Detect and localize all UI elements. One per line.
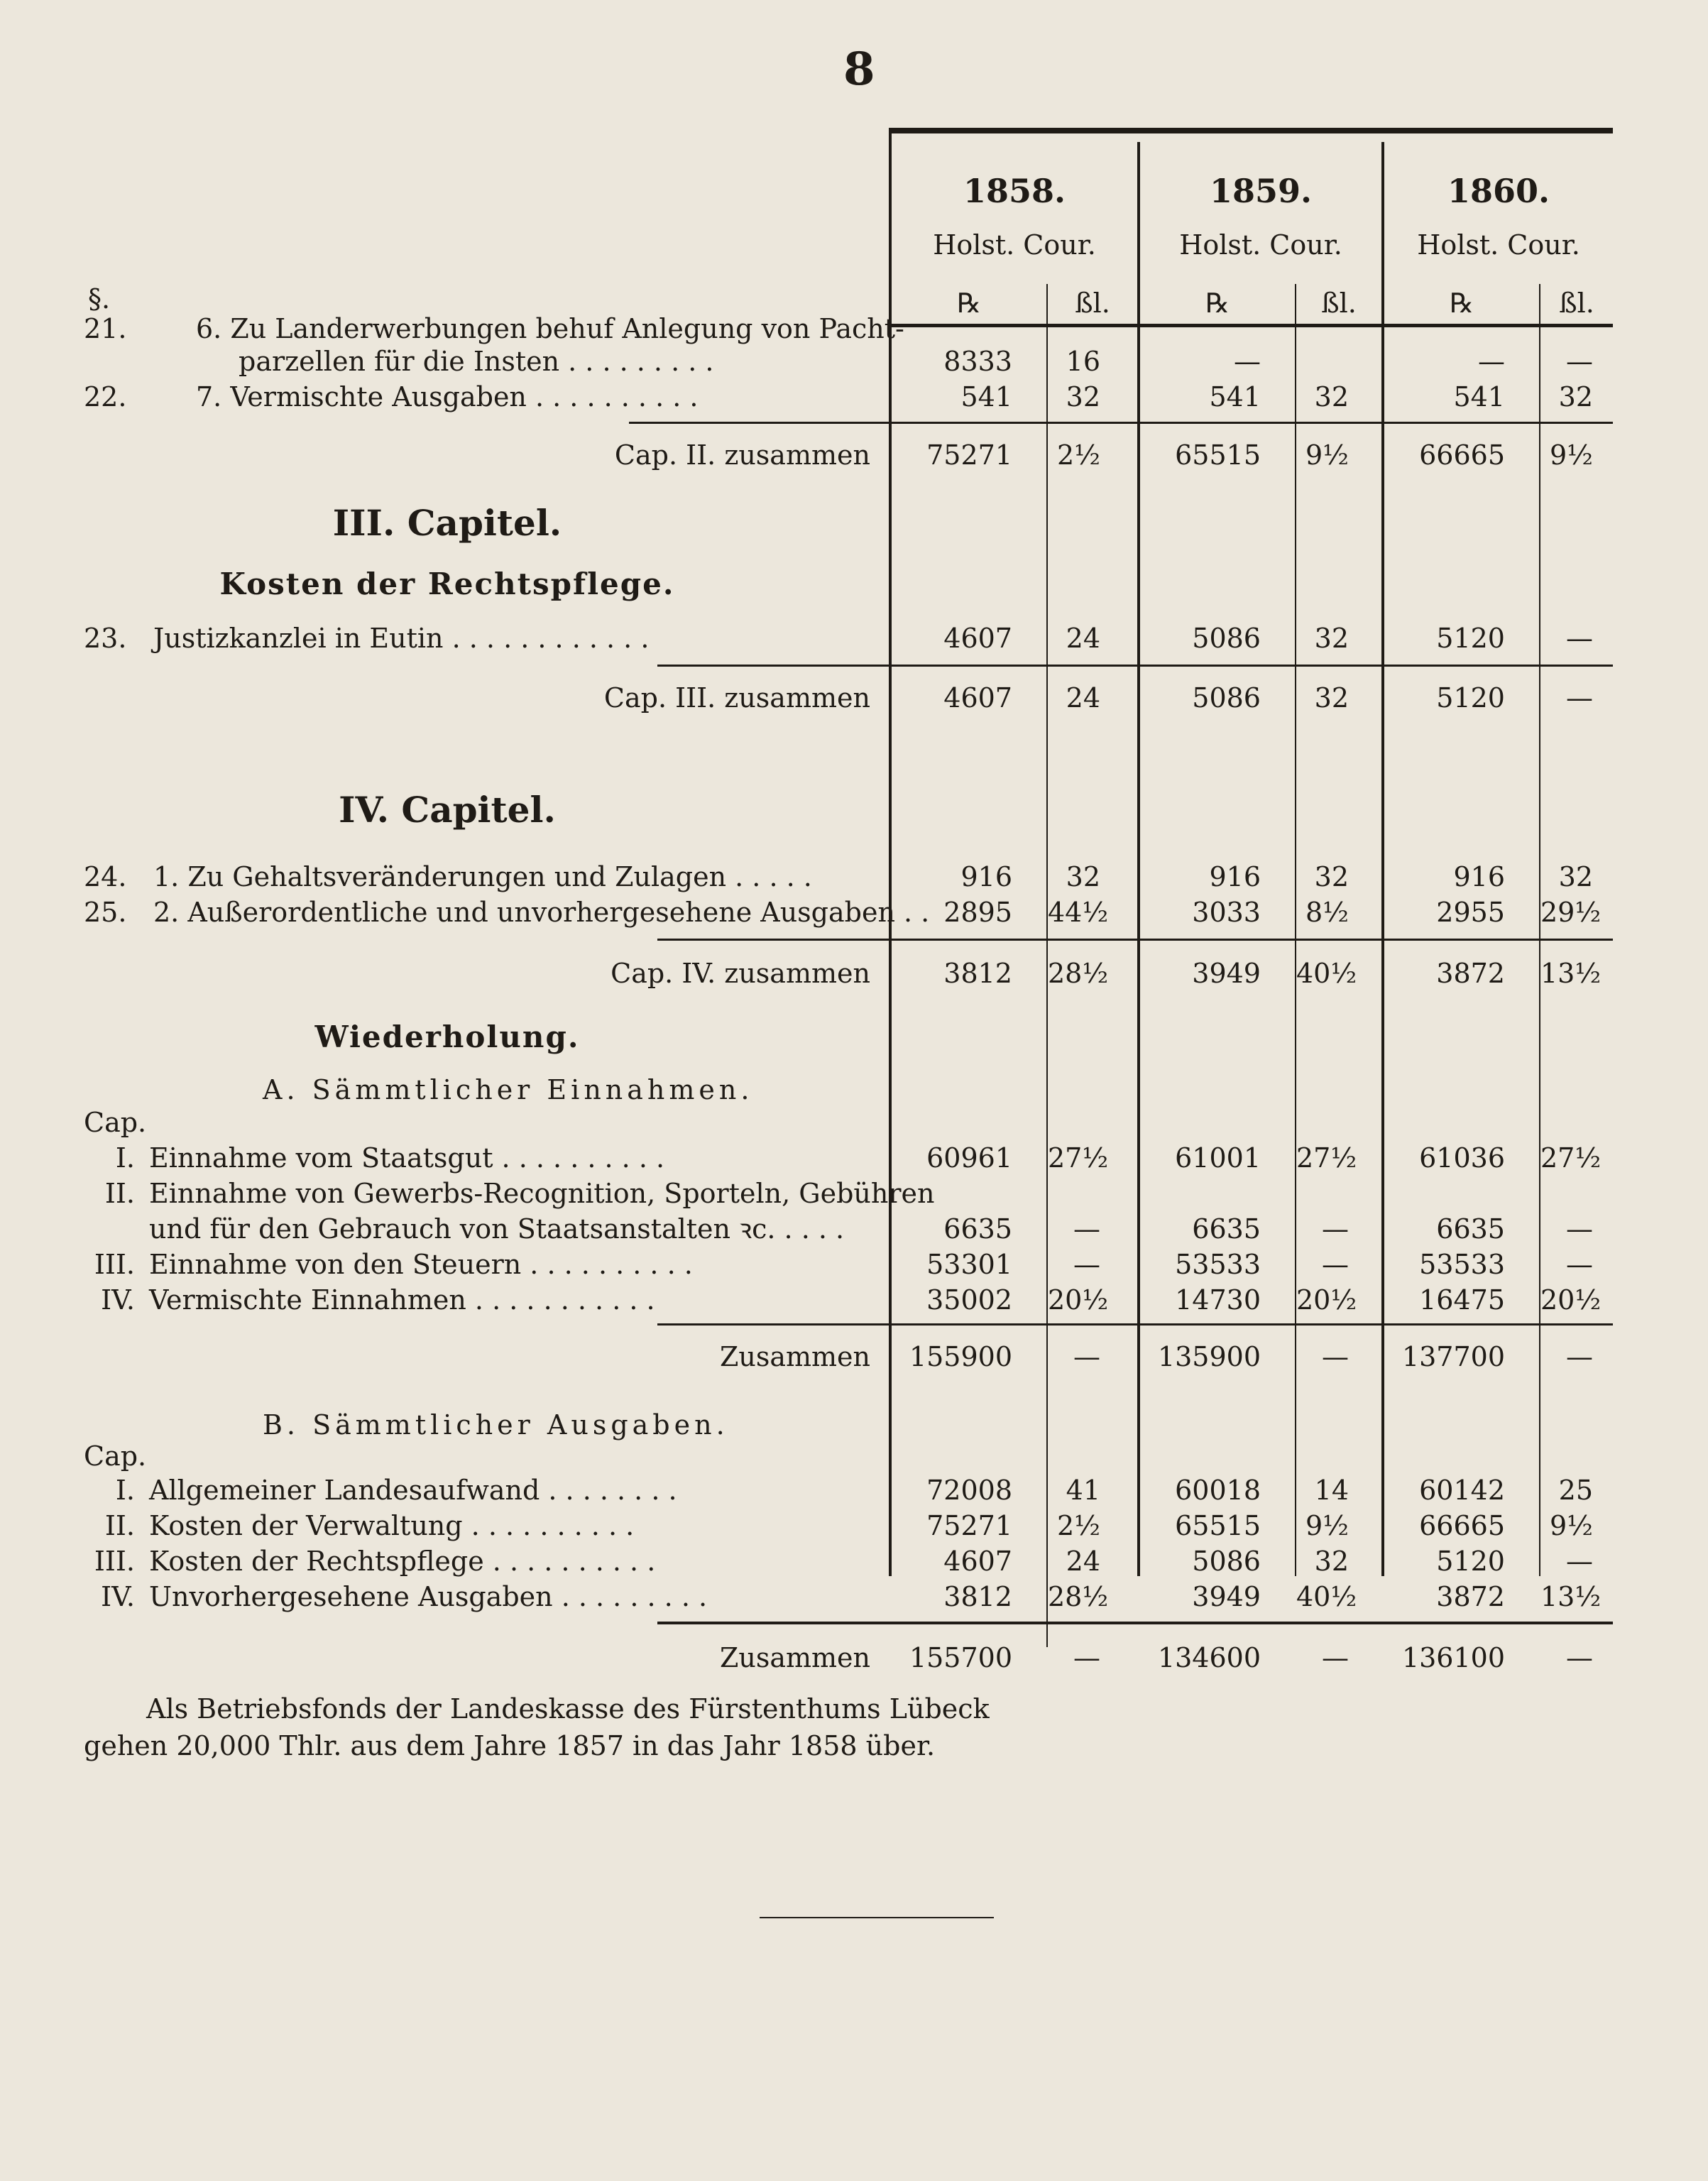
sum-rule	[657, 939, 1613, 941]
value-cell: 35002	[926, 1284, 1012, 1316]
row-number: II.	[104, 1510, 135, 1541]
value-cell: 32	[1558, 381, 1593, 412]
row-number: III.	[94, 1546, 135, 1577]
row-number: I.	[115, 1142, 135, 1174]
value-cell: 5120	[1436, 1546, 1505, 1577]
value-cell: 72008	[926, 1475, 1012, 1506]
value-cell: 32	[1314, 682, 1349, 714]
value-cell: 916	[960, 861, 1012, 892]
value-cell: 3949	[1192, 958, 1261, 989]
row-label: 1. Zu Gehaltsveränderungen und Zulagen . . . . .	[153, 861, 812, 892]
value-cell: 3872	[1436, 958, 1505, 989]
value-cell: —	[1566, 1341, 1593, 1372]
value-cell: 32	[1314, 861, 1349, 892]
total-label: Zusammen	[719, 1642, 870, 1673]
value-cell: 5086	[1192, 623, 1261, 654]
value-cell: 60961	[926, 1142, 1012, 1174]
column-divider	[1295, 284, 1296, 1576]
value-cell: 155700	[909, 1642, 1012, 1673]
subtotal-label: Cap. II. zusammen	[614, 439, 870, 471]
closing-rule	[760, 1917, 994, 1918]
value-cell: 4607	[943, 1546, 1012, 1577]
row-label: 7. Vermischte Ausgaben . . . . . . . . . .	[196, 381, 699, 412]
table-top-rule	[889, 128, 1613, 133]
value-cell: —	[1322, 1213, 1349, 1245]
value-cell: 41	[1066, 1475, 1100, 1506]
value-cell: 3872	[1436, 1581, 1505, 1612]
row-label: Justizkanzlei in Eutin . . . . . . . . . . . .	[153, 623, 650, 654]
row-number: III.	[94, 1249, 135, 1280]
value-cell: 16	[1066, 346, 1100, 377]
value-cell: 916	[1209, 861, 1261, 892]
value-cell: 3812	[943, 958, 1012, 989]
value-cell: —	[1322, 1249, 1349, 1280]
value-cell: 136100	[1401, 1642, 1505, 1673]
value-cell: 65515	[1175, 439, 1261, 471]
value-cell: 20½	[1048, 1284, 1109, 1316]
value-cell: 65515	[1175, 1510, 1261, 1541]
page-number: 8	[843, 43, 875, 96]
value-cell: 27½	[1296, 1142, 1357, 1174]
chapter-title: IV. Capitel.	[339, 789, 556, 831]
row-label: Kosten der Rechtspflege . . . . . . . . . .	[149, 1546, 656, 1577]
row-number: IV.	[101, 1284, 135, 1316]
row-number: II.	[104, 1178, 135, 1209]
value-cell: —	[1073, 1642, 1100, 1673]
value-cell: 60018	[1175, 1475, 1261, 1506]
row-label: Allgemeiner Landesaufwand . . . . . . . .	[149, 1475, 677, 1506]
section-b-title: B. Sämmtlicher Ausgaben.	[263, 1409, 729, 1441]
value-cell: 3812	[943, 1581, 1012, 1612]
value-cell: 9½	[1549, 439, 1593, 471]
row-number: 22.	[84, 381, 127, 412]
value-cell: 134600	[1157, 1642, 1261, 1673]
chapter-title: III. Capitel.	[332, 502, 562, 544]
value-cell: 32	[1066, 861, 1100, 892]
value-cell: 5120	[1436, 682, 1505, 714]
value-cell: —	[1566, 1213, 1593, 1245]
value-cell: —	[1566, 1249, 1593, 1280]
value-cell: 2½	[1056, 439, 1100, 471]
value-cell: 32	[1314, 381, 1349, 412]
value-cell: 541	[960, 381, 1012, 412]
value-cell: 137700	[1401, 1341, 1505, 1372]
value-cell: —	[1478, 346, 1505, 377]
value-cell: 5120	[1436, 623, 1505, 654]
value-cell: 60142	[1419, 1475, 1505, 1506]
value-cell: 8333	[943, 346, 1012, 377]
value-cell: —	[1566, 1642, 1593, 1673]
subtotal-label: Cap. III. zusammen	[603, 682, 870, 714]
value-cell: —	[1566, 682, 1593, 714]
value-cell: 27½	[1540, 1142, 1602, 1174]
unit-rt: ℞	[1449, 288, 1474, 319]
row-label: parzellen für die Insten . . . . . . . . .	[239, 346, 714, 377]
cap-label: Cap.	[84, 1441, 147, 1472]
value-cell: 75271	[926, 439, 1012, 471]
cap-label: Cap.	[84, 1107, 147, 1138]
unit-sl: ßl.	[1559, 288, 1594, 319]
value-cell: —	[1073, 1341, 1100, 1372]
value-cell: 24	[1066, 623, 1100, 654]
year-1859: 1859.	[1209, 172, 1313, 210]
unit-rt: ℞	[1205, 288, 1230, 319]
value-cell: 61036	[1419, 1142, 1505, 1174]
value-cell: 29½	[1540, 897, 1602, 928]
sum-rule	[657, 1323, 1613, 1325]
footnote-line: gehen 20,000 Thlr. aus dem Jahre 1857 in das Jahr 1858 über.	[84, 1730, 936, 1761]
row-number: 21.	[84, 313, 127, 344]
value-cell: 13½	[1540, 958, 1602, 989]
paragraph-sign: §.	[88, 283, 111, 315]
row-label: Vermischte Einnahmen . . . . . . . . . . .	[149, 1284, 655, 1316]
chapter-subtitle: Kosten der Rechtspflege.	[219, 567, 675, 601]
value-cell: 20½	[1296, 1284, 1357, 1316]
value-cell: 32	[1314, 1546, 1349, 1577]
row-number: IV.	[101, 1581, 135, 1612]
value-cell: 916	[1453, 861, 1505, 892]
value-cell: 32	[1066, 381, 1100, 412]
value-cell: 24	[1066, 682, 1100, 714]
year-1860: 1860.	[1447, 172, 1550, 210]
value-cell: 61001	[1175, 1142, 1261, 1174]
value-cell: 14	[1314, 1475, 1349, 1506]
value-cell: 3033	[1192, 897, 1261, 928]
sum-rule	[657, 665, 1613, 667]
value-cell: 53301	[926, 1249, 1012, 1280]
currency-label: Holst. Cour.	[1417, 229, 1580, 261]
value-cell: 2½	[1056, 1510, 1100, 1541]
unit-rt: ℞	[956, 288, 982, 319]
unit-sl: ßl.	[1075, 288, 1110, 319]
summary-title: Wiederholung.	[314, 1020, 580, 1054]
value-cell: 6635	[943, 1213, 1012, 1245]
value-cell: 66665	[1419, 439, 1505, 471]
value-cell: 53533	[1419, 1249, 1505, 1280]
row-label: Einnahme vom Staatsgut . . . . . . . . . .	[149, 1142, 665, 1174]
row-number: 24.	[84, 861, 127, 892]
row-number: 23.	[84, 623, 127, 654]
value-cell: —	[1322, 1341, 1349, 1372]
currency-label: Holst. Cour.	[1179, 229, 1342, 261]
value-cell: 5086	[1192, 682, 1261, 714]
currency-label: Holst. Cour.	[933, 229, 1096, 261]
value-cell: 155900	[909, 1341, 1012, 1372]
value-cell: —	[1566, 346, 1593, 377]
value-cell: 32	[1558, 861, 1593, 892]
value-cell: 32	[1314, 623, 1349, 654]
footnote-line: Als Betriebsfonds der Landeskasse des Fürstenthums Lübeck	[146, 1693, 990, 1724]
value-cell: 5086	[1192, 1546, 1261, 1577]
value-cell: 4607	[943, 682, 1012, 714]
value-cell: 44½	[1048, 897, 1109, 928]
value-cell: 40½	[1296, 1581, 1357, 1612]
header-bottom-rule	[889, 324, 1613, 327]
year-1858: 1858.	[963, 172, 1066, 210]
value-cell: 541	[1209, 381, 1261, 412]
value-cell: 28½	[1048, 958, 1109, 989]
value-cell: 6635	[1436, 1213, 1505, 1245]
subtotal-label: Cap. IV. zusammen	[611, 958, 870, 989]
value-cell: 6635	[1192, 1213, 1261, 1245]
value-cell: 2955	[1436, 897, 1505, 928]
row-label: 2. Außerordentliche und unvorhergesehene Ausgaben . .	[153, 897, 930, 928]
value-cell: 25	[1558, 1475, 1593, 1506]
value-cell: —	[1322, 1642, 1349, 1673]
value-cell: 40½	[1296, 958, 1357, 989]
value-cell: 27½	[1048, 1142, 1109, 1174]
row-label: und für den Gebrauch von Staatsanstalten ꝛc. . . . .	[149, 1213, 845, 1245]
row-label: Einnahme von Gewerbs-Recognition, Sporteln, Gebühren	[149, 1178, 935, 1209]
value-cell: —	[1073, 1213, 1100, 1245]
value-cell: 16475	[1419, 1284, 1505, 1316]
row-label: Kosten der Verwaltung . . . . . . . . . .	[149, 1510, 635, 1541]
row-number: 25.	[84, 897, 127, 928]
value-cell: 9½	[1305, 1510, 1349, 1541]
section-a-title: A. Sämmtlicher Einnahmen.	[263, 1074, 754, 1105]
sum-rule	[629, 422, 1613, 424]
value-cell: 9½	[1305, 439, 1349, 471]
value-cell: 8½	[1305, 897, 1349, 928]
row-label: Einnahme von den Steuern . . . . . . . . . .	[149, 1249, 693, 1280]
total-label: Zusammen	[719, 1341, 870, 1372]
row-number: I.	[115, 1475, 135, 1506]
value-cell: 24	[1066, 1546, 1100, 1577]
value-cell: 14730	[1175, 1284, 1261, 1316]
unit-sl: ßl.	[1321, 288, 1357, 319]
value-cell: 66665	[1419, 1510, 1505, 1541]
column-divider	[1539, 284, 1540, 1576]
value-cell: 28½	[1048, 1581, 1109, 1612]
row-label: 6. Zu Landerwerbungen behuf Anlegung von Pacht-	[196, 313, 904, 344]
value-cell: 4607	[943, 623, 1012, 654]
value-cell: 20½	[1540, 1284, 1602, 1316]
value-cell: —	[1234, 346, 1261, 377]
value-cell: 135900	[1157, 1341, 1261, 1372]
value-cell: 2895	[943, 897, 1012, 928]
row-label: Unvorhergesehene Ausgaben . . . . . . . . .	[149, 1581, 708, 1612]
value-cell: 53533	[1175, 1249, 1261, 1280]
sum-rule	[657, 1622, 1613, 1624]
value-cell: 3949	[1192, 1581, 1261, 1612]
value-cell: 9½	[1549, 1510, 1593, 1541]
value-cell: 75271	[926, 1510, 1012, 1541]
value-cell: 541	[1453, 381, 1505, 412]
value-cell: —	[1566, 1546, 1593, 1577]
value-cell: —	[1566, 623, 1593, 654]
value-cell: 13½	[1540, 1581, 1602, 1612]
value-cell: —	[1073, 1249, 1100, 1280]
